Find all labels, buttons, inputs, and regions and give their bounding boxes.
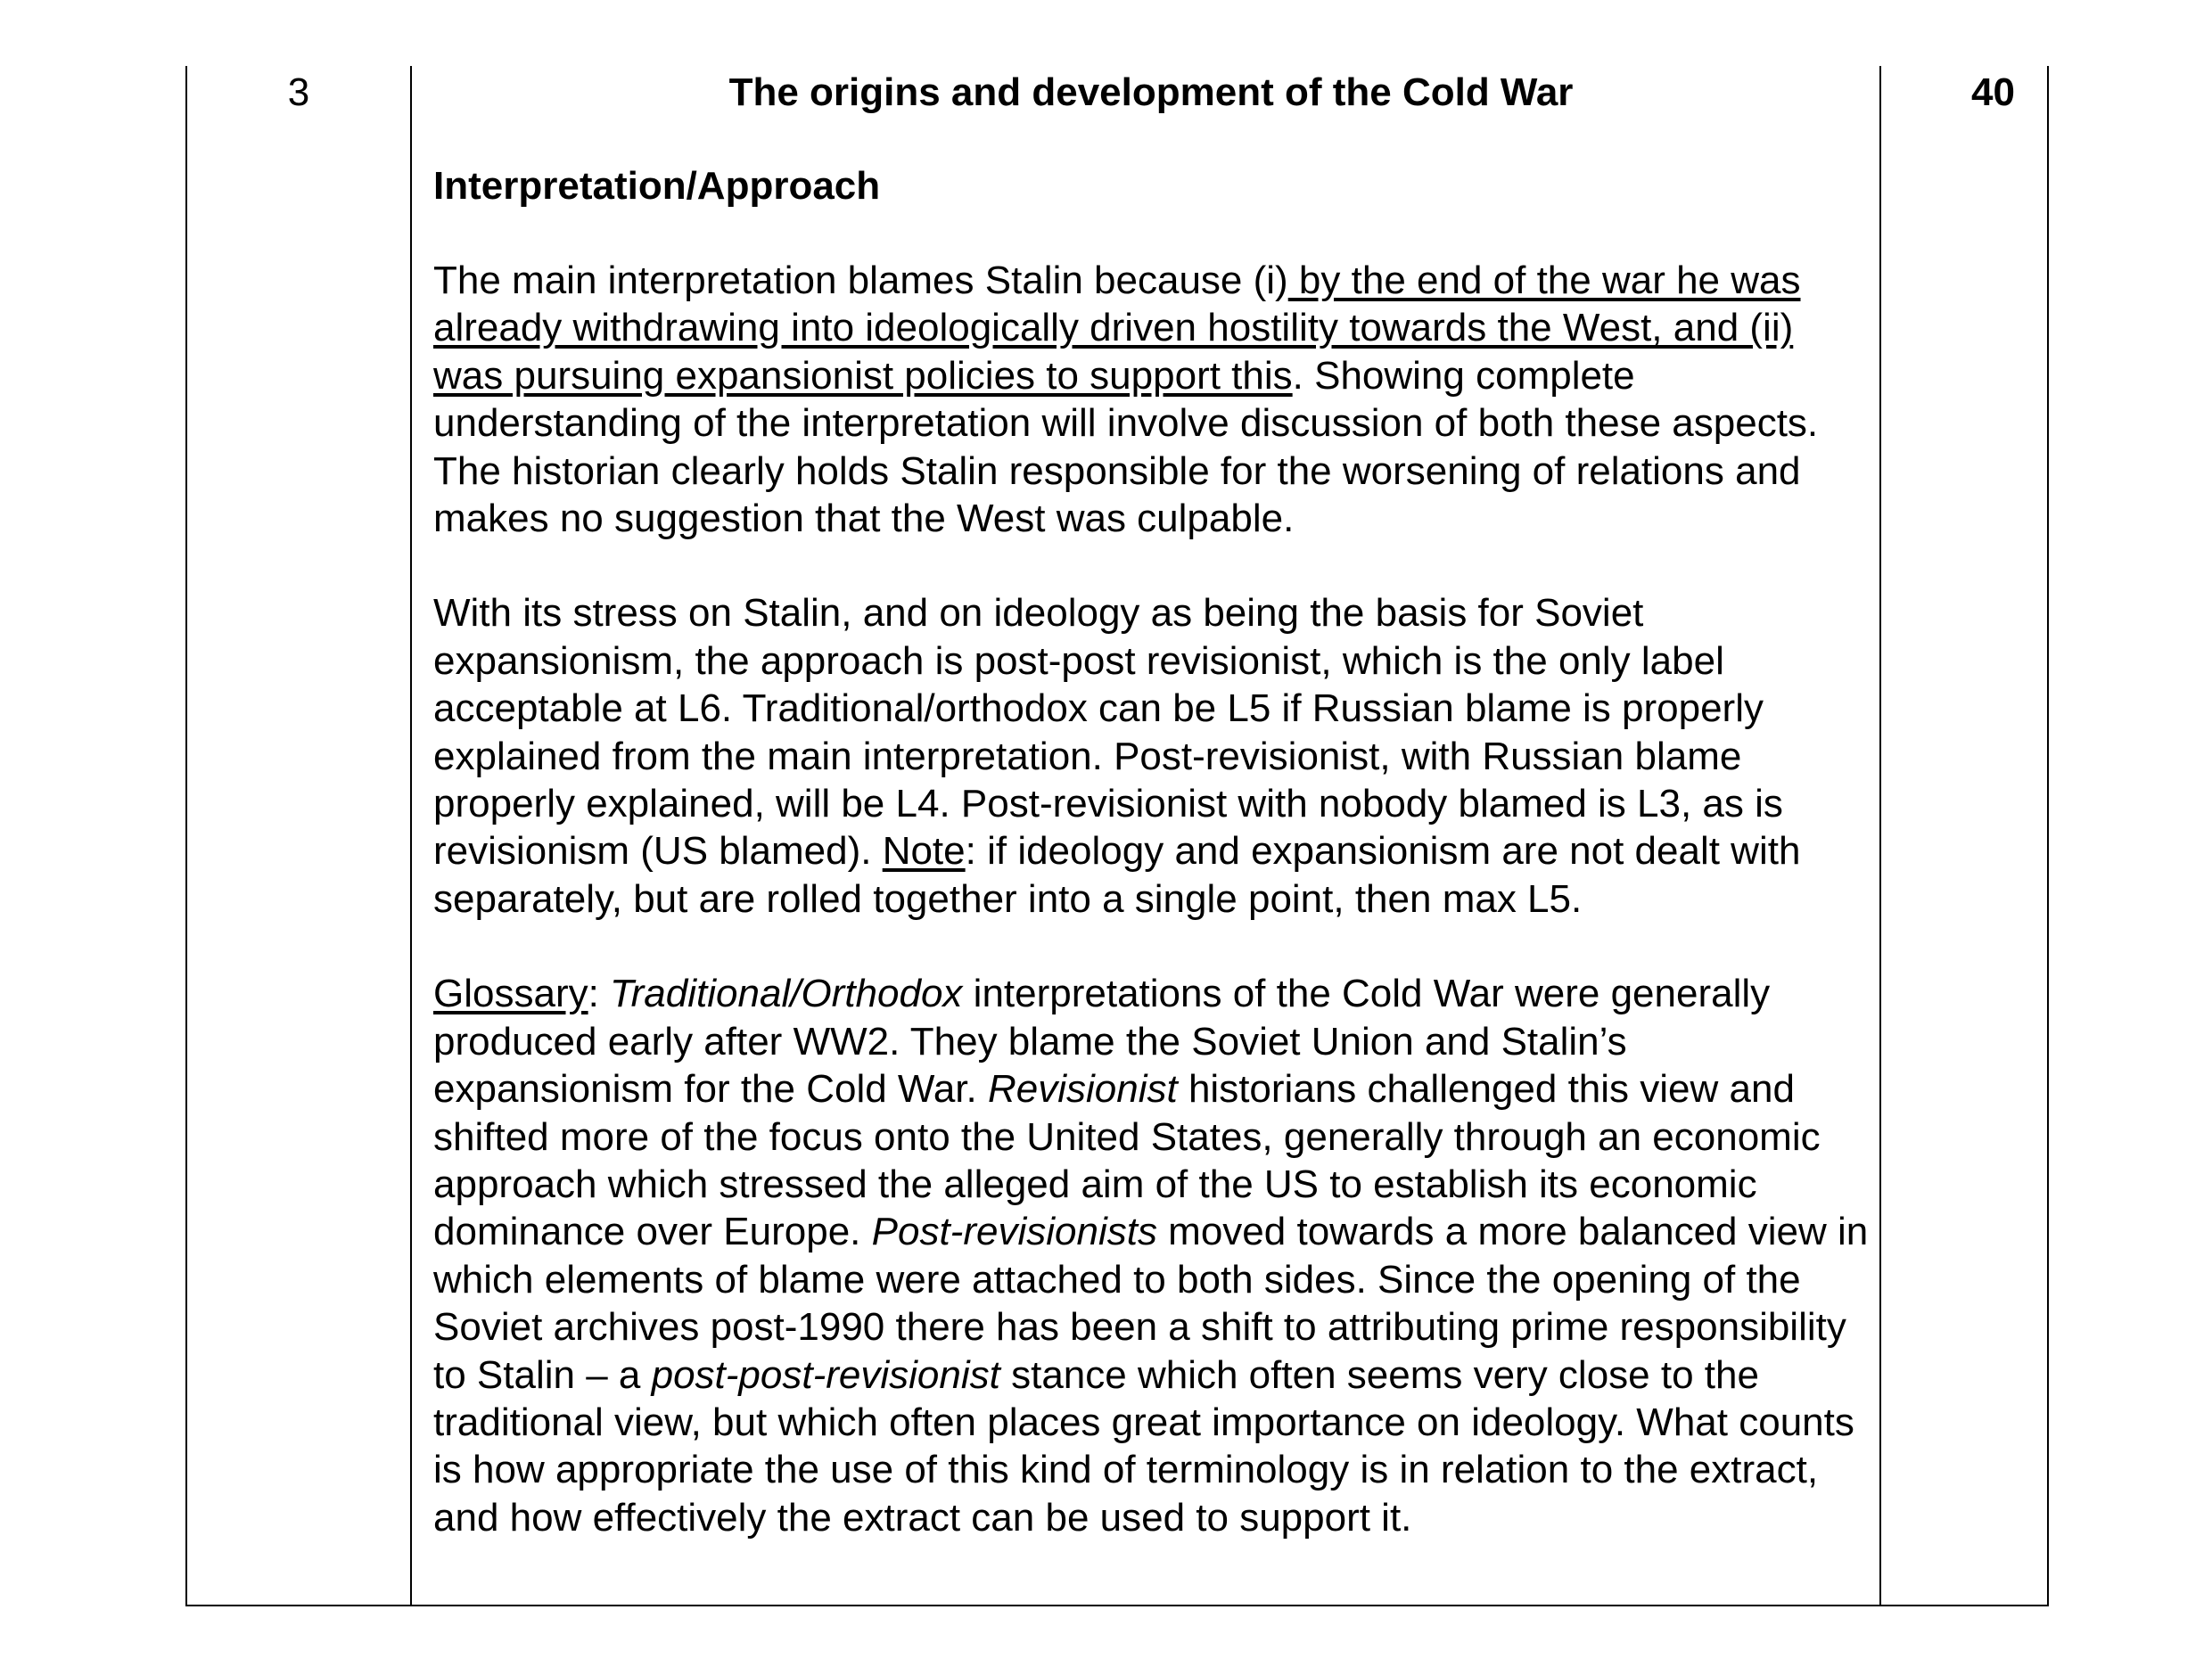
column-divider-left	[410, 66, 412, 1605]
column-divider-right	[1879, 66, 1881, 1605]
glossary-text-5: stance which often seems very close to the traditional view, but which often places great importance on ideology. What counts is how appropriate the use of this kind of terminology is in relation to the extract, and how effectively the extract can be used to support it.	[433, 1352, 1854, 1540]
approach-text: With its stress on Stalin, and on ideology as being the basis for Soviet expansionism, the approach is post-post revisionist, which is the only label acceptable at L6. Traditional/orthodox can be L5 if Russian blame is properly explained from the main interpretation. Post-revisionist, with Russian blame properly explained, will be L4. Post-revisionist with nobody blamed is L3, as is revisionism (US blamed).	[433, 591, 1783, 874]
glossary-text-1: :	[588, 972, 611, 1016]
glossary-text-3: historians challenged this view and shifted more of the focus onto the United States, generally through an economic approach which stressed the alleged aim of the US to establish its economic dominance over Europe.	[433, 1067, 1821, 1254]
glossary-text-2: interpretations of the Cold War were generally produced early after WW2. They blame the Soviet Union and Stalin’s expansionism for the Cold War.	[433, 972, 1771, 1112]
approach-paragraph	[433, 589, 1869, 923]
mark-scheme-table	[185, 66, 2049, 1606]
section-heading: Interpretation/Approach	[433, 164, 881, 208]
glossary-term-revisionist: Revisionist	[987, 1067, 1178, 1112]
question-marks: 40	[1971, 70, 2015, 114]
glossary-term-traditional: Traditional/Orthodox	[610, 972, 963, 1016]
glossary-term-post-revisionists: Post-revisionists	[871, 1210, 1157, 1254]
interpretation-underlined-text: by the end of the war he was already withdrawing into ideologically driven hostility towards the West, and (ii) was pursuing expansionist policies to support this	[433, 259, 1801, 398]
question-number: 3	[287, 70, 310, 114]
interpretation-paragraph	[433, 257, 1869, 542]
glossary-term-post-post-revisionist: post-post-revisionist	[651, 1352, 1000, 1397]
interpretation-text-start: The main interpretation blames Stalin because (i)	[433, 259, 1288, 302]
glossary-label: Glossary	[433, 972, 588, 1016]
note-label: Note	[882, 829, 966, 874]
note-text: : if ideology and expansionism are not dealt with separately, but are rolled together into a single point, then max L5.	[433, 829, 1801, 921]
glossary-paragraph	[433, 970, 1869, 1541]
interpretation-text-end: . Showing complete understanding of the interpretation will involve discussion of both these aspects. The historian clearly holds Stalin responsible for the worsening of relations and makes no suggestion that the West was culpable.	[433, 353, 1819, 541]
question-content	[433, 70, 1869, 1541]
glossary-text-4: moved towards a more balanced view in which elements of blame were attached to both sides. Since the opening of the Soviet archives post-1990 there has been a shift to attributing prime responsibility to Stalin – a	[433, 1210, 1869, 1397]
question-title: The origins and development of the Cold War	[728, 70, 1574, 114]
